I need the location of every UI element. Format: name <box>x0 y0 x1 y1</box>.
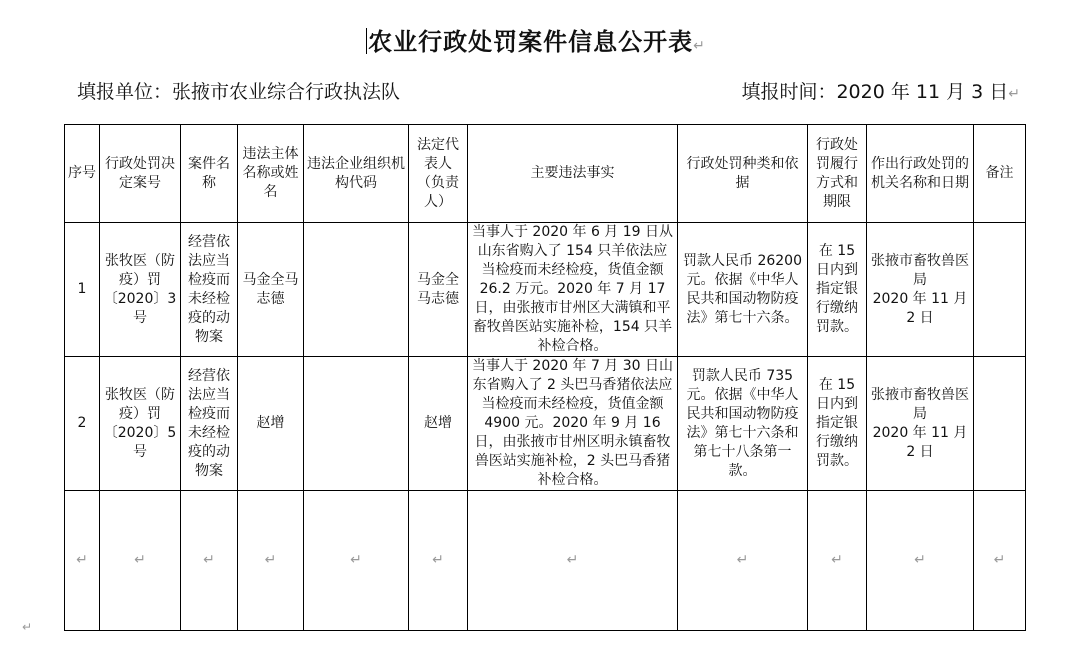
cell-case-no: 张牧医（防疫）罚〔2020〕5号 <box>100 357 181 491</box>
cell-authority <box>867 357 974 491</box>
table-header-row <box>65 125 1026 223</box>
col-header-case-name: 案件名称 <box>181 125 238 223</box>
col-header-facts: 主要违法事实 <box>468 125 678 223</box>
cell-penalty: 罚款人民币 26200 元。依据《中华人民共和国动物防疫法》第七十六条。 <box>678 223 808 357</box>
cell-case-name: 经营依法应当检疫而未经检疫的动物案 <box>181 223 238 357</box>
document-title: 农业行政处罚案件信息公开表↵ <box>368 28 706 56</box>
paragraph-mark-icon: ↵ <box>1008 86 1020 102</box>
cell-org-code <box>304 357 409 491</box>
empty-cell: ↵ <box>238 491 304 631</box>
empty-cell: ↵ <box>65 491 100 631</box>
empty-cell: ↵ <box>304 491 409 631</box>
col-header-no: 序号 <box>65 125 100 223</box>
reporting-unit: 填报单位：张掖市农业综合行政执法队 <box>77 81 401 103</box>
cell-org-code <box>304 223 409 357</box>
empty-cell: ↵ <box>100 491 181 631</box>
cell-penalty: 罚款人民币 735 元。依据《中华人民共和国动物防疫法》第七十六条和第七十八条第一款。 <box>678 357 808 491</box>
empty-cell: ↵ <box>678 491 808 631</box>
empty-cell: ↵ <box>867 491 974 631</box>
cell-remark <box>974 223 1026 357</box>
empty-cell: ↵ <box>974 491 1026 631</box>
table-row <box>65 357 1026 491</box>
reporting-date: 填报时间：2020 年 11 月 3 日↵ <box>741 81 1020 103</box>
authority-name: 张掖市畜牧兽医局 <box>871 386 969 422</box>
col-header-penalty: 行政处罚种类和依据 <box>678 125 808 223</box>
empty-cell: ↵ <box>808 491 867 631</box>
cell-legal-rep: 赵增 <box>409 357 468 491</box>
authority-name: 张掖市畜牧兽医局 <box>871 252 969 288</box>
col-header-subject: 违法主体名称或姓名 <box>238 125 304 223</box>
table-row <box>65 223 1026 357</box>
cell-subject: 马金全马志德 <box>238 223 304 357</box>
cell-no: 2 <box>65 357 100 491</box>
cell-legal-rep: 马金全马志德 <box>409 223 468 357</box>
cell-method: 在 15 日内到指定银行缴纳罚款。 <box>808 223 867 357</box>
table-row-empty <box>65 491 1026 631</box>
col-header-legal-rep: 法定代表人（负责人） <box>409 125 468 223</box>
paragraph-mark-icon: ↵ <box>22 620 33 634</box>
col-header-case-no: 行政处罚决定案号 <box>100 125 181 223</box>
cell-facts: 当事人于 2020 年 6 月 19 日从山东省购入了 154 只羊依法应当检疫而未经检疫，货值金额 26.2 万元。2020 年 7 月 17 日，由张掖市甘州区大满镇和平畜牧兽医站实施补检，154 只羊补检合格。 <box>468 223 678 357</box>
authority-date: 2020 年 11 月2 日 <box>872 290 968 326</box>
empty-cell: ↵ <box>409 491 468 631</box>
cell-case-no: 张牧医（防疫）罚〔2020〕3号 <box>100 223 181 357</box>
cell-no: 1 <box>65 223 100 357</box>
col-header-remark: 备注 <box>974 125 1026 223</box>
penalty-table <box>64 124 1026 631</box>
col-header-authority: 作出行政处罚的机关名称和日期 <box>867 125 974 223</box>
authority-date: 2020 年 11 月2 日 <box>872 424 968 460</box>
col-header-org-code: 违法企业组织机构代码 <box>304 125 409 223</box>
cell-subject: 赵增 <box>238 357 304 491</box>
cell-method: 在 15 日内到指定银行缴纳罚款。 <box>808 357 867 491</box>
cell-authority <box>867 223 974 357</box>
empty-cell: ↵ <box>181 491 238 631</box>
cell-facts: 当事人于 2020 年 7 月 30 日山东省购入了 2 头巴马香猪依法应当检疫而未经检疫，货值金额 4900 元。2020 年 9 月 16 日，由张掖市甘州区明永镇畜牧兽医站实施补检，2 头巴马香猪补检合格。 <box>468 357 678 491</box>
paragraph-mark-icon: ↵ <box>693 38 706 54</box>
col-header-method: 行政处罚履行方式和期限 <box>808 125 867 223</box>
text-cursor <box>366 28 367 54</box>
cell-case-name: 经营依法应当检疫而未经检疫的动物案 <box>181 357 238 491</box>
empty-cell: ↵ <box>468 491 678 631</box>
cell-remark <box>974 357 1026 491</box>
